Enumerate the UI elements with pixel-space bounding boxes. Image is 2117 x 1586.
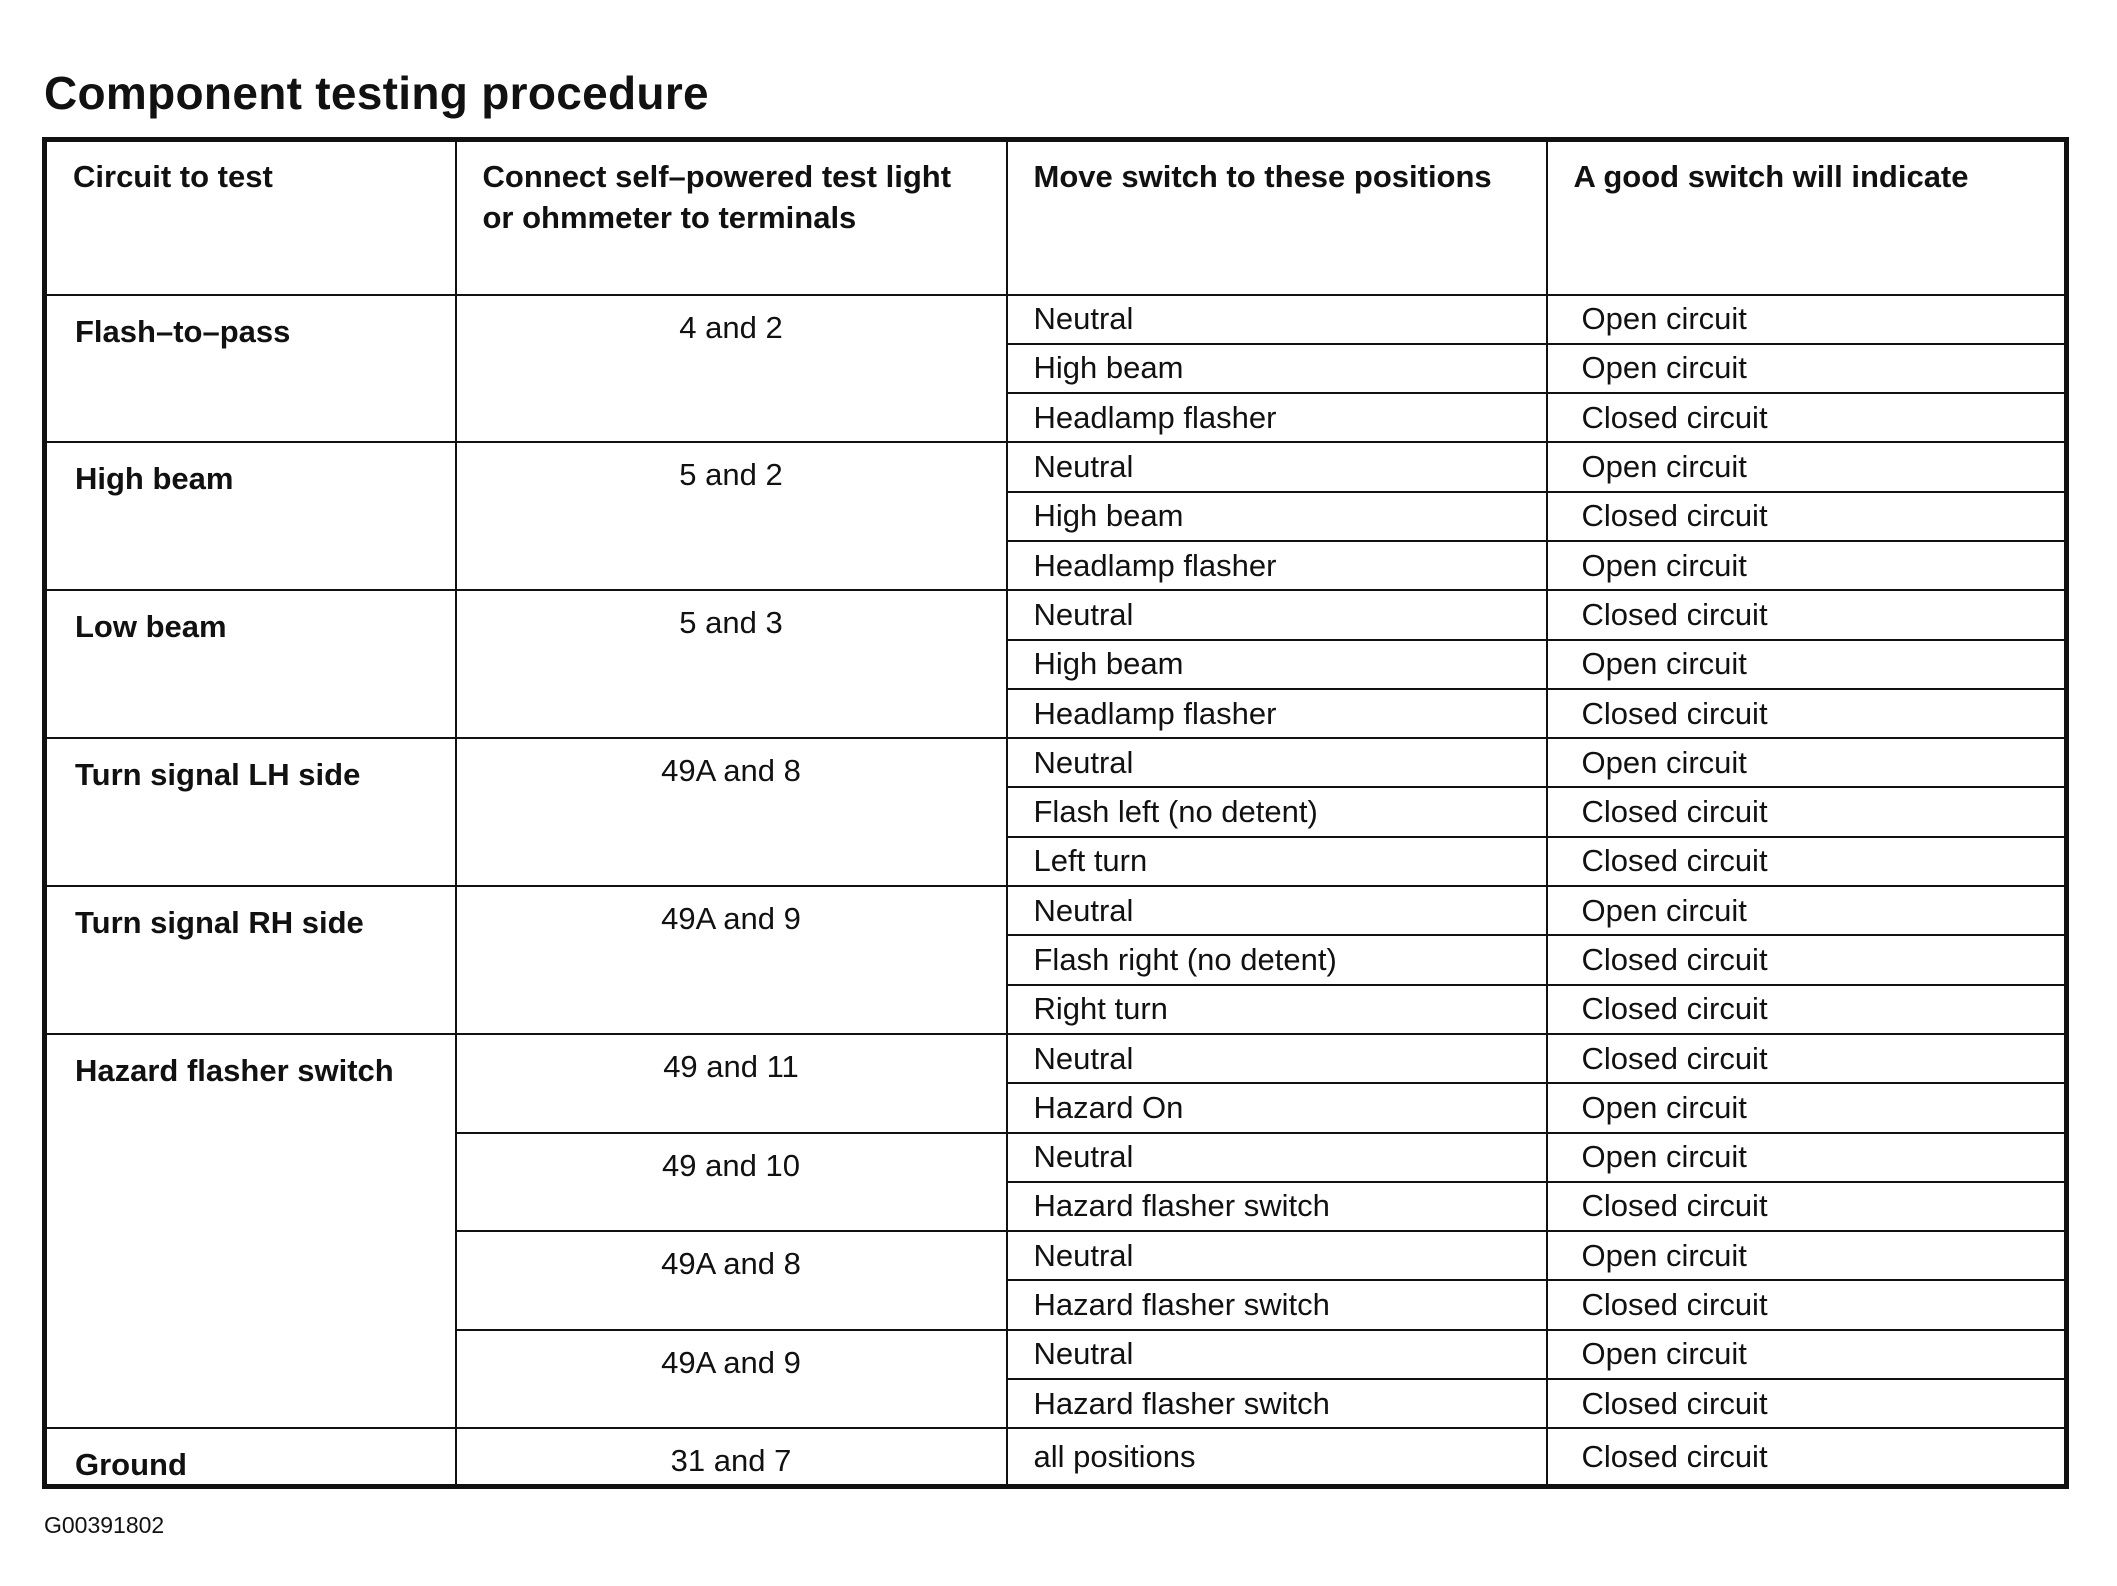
terminals-cell: 49A and 8 — [456, 1231, 1007, 1330]
result-cell: Closed circuit — [1547, 1379, 2067, 1428]
table-row — [45, 738, 2067, 787]
table-row — [45, 442, 2067, 491]
result-cell: Open circuit — [1547, 738, 2067, 787]
position-cell: Neutral — [1007, 886, 1547, 935]
table-row — [45, 295, 2067, 344]
result-cell: Closed circuit — [1547, 935, 2067, 984]
testing-table — [42, 137, 2069, 1489]
result-cell: Open circuit — [1547, 1083, 2067, 1132]
circuit-cell: Ground — [45, 1428, 456, 1486]
position-cell: Headlamp flasher — [1007, 541, 1547, 590]
position-cell: High beam — [1007, 492, 1547, 541]
position-cell: Left turn — [1007, 837, 1547, 886]
circuit-cell: Hazard flasher switch — [45, 1034, 456, 1428]
circuit-cell: Turn signal RH side — [45, 886, 456, 1034]
position-cell: Neutral — [1007, 1034, 1547, 1083]
position-cell: Neutral — [1007, 1231, 1547, 1280]
header-indication: A good switch will indicate — [1547, 140, 2067, 295]
result-cell: Open circuit — [1547, 541, 2067, 590]
result-cell: Open circuit — [1547, 886, 2067, 935]
result-cell: Closed circuit — [1547, 393, 2067, 442]
position-cell: Neutral — [1007, 1133, 1547, 1182]
position-cell: Neutral — [1007, 295, 1547, 344]
result-cell: Open circuit — [1547, 1133, 2067, 1182]
position-cell: Right turn — [1007, 985, 1547, 1034]
result-cell: Closed circuit — [1547, 492, 2067, 541]
result-cell: Open circuit — [1547, 295, 2067, 344]
result-cell: Open circuit — [1547, 442, 2067, 491]
terminals-cell: 49A and 9 — [456, 1330, 1007, 1429]
terminals-cell: 49A and 9 — [456, 886, 1007, 1034]
position-cell: Flash left (no detent) — [1007, 787, 1547, 836]
position-cell: Neutral — [1007, 738, 1547, 787]
result-cell: Open circuit — [1547, 344, 2067, 393]
table-row — [45, 1034, 2067, 1083]
result-cell: Closed circuit — [1547, 590, 2067, 639]
terminals-cell: 4 and 2 — [456, 295, 1007, 443]
terminals-cell: 49 and 11 — [456, 1034, 1007, 1133]
position-cell: Flash right (no detent) — [1007, 935, 1547, 984]
terminals-cell: 31 and 7 — [456, 1428, 1007, 1486]
result-cell: Closed circuit — [1547, 1182, 2067, 1231]
table-row — [45, 886, 2067, 935]
table-row — [45, 590, 2067, 639]
position-cell: High beam — [1007, 344, 1547, 393]
result-cell: Closed circuit — [1547, 787, 2067, 836]
terminals-cell: 5 and 3 — [456, 590, 1007, 738]
result-cell: Closed circuit — [1547, 1034, 2067, 1083]
result-cell: Closed circuit — [1547, 1280, 2067, 1329]
header-positions: Move switch to these positions — [1007, 140, 1547, 295]
result-cell: Open circuit — [1547, 640, 2067, 689]
position-cell: Hazard On — [1007, 1083, 1547, 1132]
position-cell: Hazard flasher switch — [1007, 1182, 1547, 1231]
terminals-cell: 49 and 10 — [456, 1133, 1007, 1232]
result-cell: Open circuit — [1547, 1231, 2067, 1280]
circuit-cell: Flash–to–pass — [45, 295, 456, 443]
position-cell: Neutral — [1007, 590, 1547, 639]
position-cell: Headlamp flasher — [1007, 689, 1547, 738]
circuit-cell: High beam — [45, 442, 456, 590]
result-cell: Open circuit — [1547, 1330, 2067, 1379]
position-cell: Neutral — [1007, 1330, 1547, 1379]
terminals-cell: 49A and 8 — [456, 738, 1007, 886]
header-circuit: Circuit to test — [45, 140, 456, 295]
result-cell: Closed circuit — [1547, 689, 2067, 738]
table-row — [45, 1428, 2067, 1486]
result-cell: Closed circuit — [1547, 985, 2067, 1034]
position-cell: High beam — [1007, 640, 1547, 689]
header-row — [45, 140, 2067, 295]
position-cell: all positions — [1007, 1428, 1547, 1486]
position-cell: Headlamp flasher — [1007, 393, 1547, 442]
header-terminals: Connect self–powered test light or ohmmeter to terminals — [456, 140, 1007, 295]
figure-id: G00391802 — [44, 1512, 165, 1538]
position-cell: Hazard flasher switch — [1007, 1379, 1547, 1428]
page-title: Component testing procedure — [44, 67, 709, 119]
position-cell: Neutral — [1007, 442, 1547, 491]
result-cell: Closed circuit — [1547, 1428, 2067, 1486]
position-cell: Hazard flasher switch — [1007, 1280, 1547, 1329]
table-body — [45, 295, 2067, 1487]
terminals-cell: 5 and 2 — [456, 442, 1007, 590]
circuit-cell: Turn signal LH side — [45, 738, 456, 886]
result-cell: Closed circuit — [1547, 837, 2067, 886]
circuit-cell: Low beam — [45, 590, 456, 738]
